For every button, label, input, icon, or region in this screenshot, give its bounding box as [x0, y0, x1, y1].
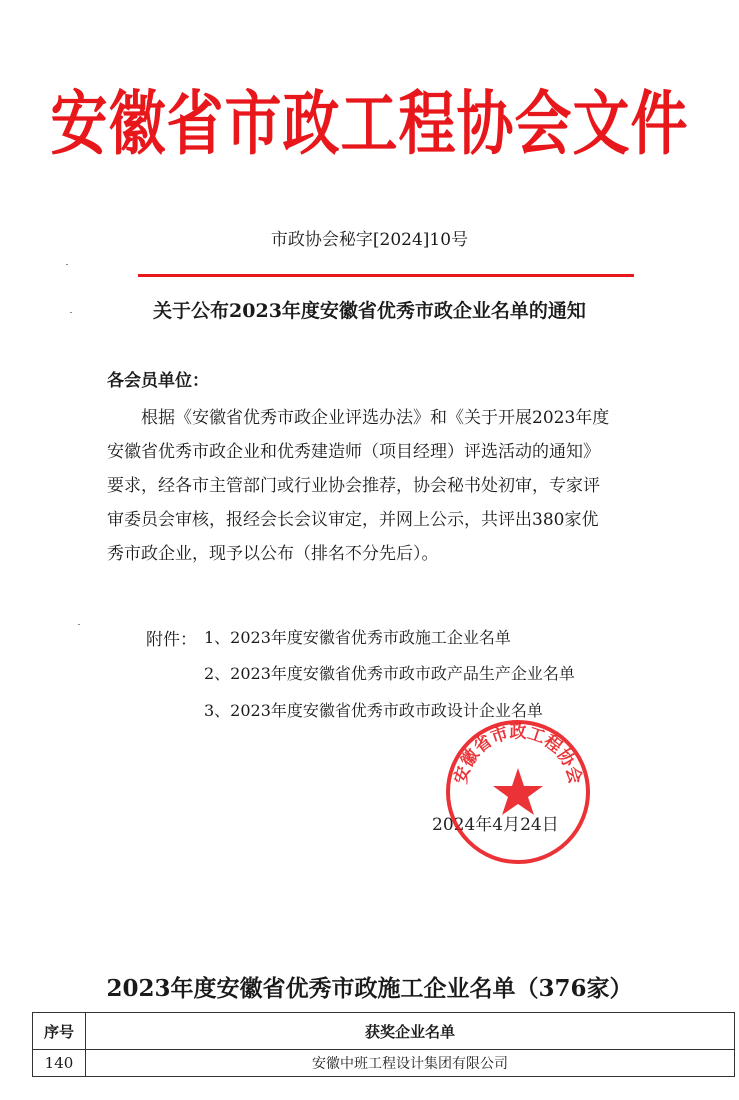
- body-line-2: 安徽省优秀市政企业和优秀建造师（项目经理）评选活动的通知》: [107, 442, 600, 462]
- salutation: 各会员单位：: [107, 371, 209, 391]
- table-row: [33, 1050, 735, 1077]
- company-list-table: [32, 1012, 735, 1077]
- attachment-item-3: 3、2023年度安徽省优秀市政市政设计企业名单: [204, 701, 543, 720]
- attachment-item-1: 1、2023年度安徽省优秀市政施工企业名单: [204, 628, 511, 647]
- body-line-1: 根据《安徽省优秀市政企业评选办法》和《关于开展2023年度: [107, 408, 610, 428]
- scan-speck: [66, 264, 68, 265]
- red-divider-line: [138, 274, 634, 277]
- header-serial-number: 序号: [33, 1013, 86, 1050]
- list-title: 2023年度安徽省优秀市政施工企业名单（376家）: [106, 975, 633, 1002]
- row-serial-number: 140: [33, 1050, 86, 1077]
- document-number: 市政协会秘字[2024]10号: [270, 230, 469, 250]
- attachment-item-2: 2、2023年度安徽省优秀市政市政产品生产企业名单: [204, 664, 575, 683]
- body-line-3: 要求，经各市主管部门或行业协会推荐，协会秘书处初审，专家评: [107, 476, 600, 496]
- notice-title: 关于公布2023年度安徽省优秀市政企业名单的通知: [153, 300, 586, 322]
- attachments-label: 附件：: [146, 630, 197, 650]
- scan-speck: [78, 624, 80, 625]
- scan-speck: [70, 312, 72, 313]
- star-icon: [493, 768, 543, 815]
- issue-date: 2024年4月24日: [432, 815, 559, 835]
- seal-text: 安徽省市政工程协会: [451, 722, 585, 786]
- table-header-row: [33, 1013, 735, 1050]
- body-line-5: 秀市政企业，现予以公布（排名不分先后）。: [107, 544, 439, 564]
- document-header-title: 安徽省市政工程协会文件: [50, 83, 689, 165]
- official-seal-stamp: [444, 718, 592, 866]
- body-line-4: 审委员会审核，报经会长会议审定，并网上公示，共评出380家优: [107, 510, 599, 530]
- row-company-name: 安徽中班工程设计集团有限公司: [86, 1050, 735, 1077]
- header-company-name: 获奖企业名单: [86, 1013, 735, 1050]
